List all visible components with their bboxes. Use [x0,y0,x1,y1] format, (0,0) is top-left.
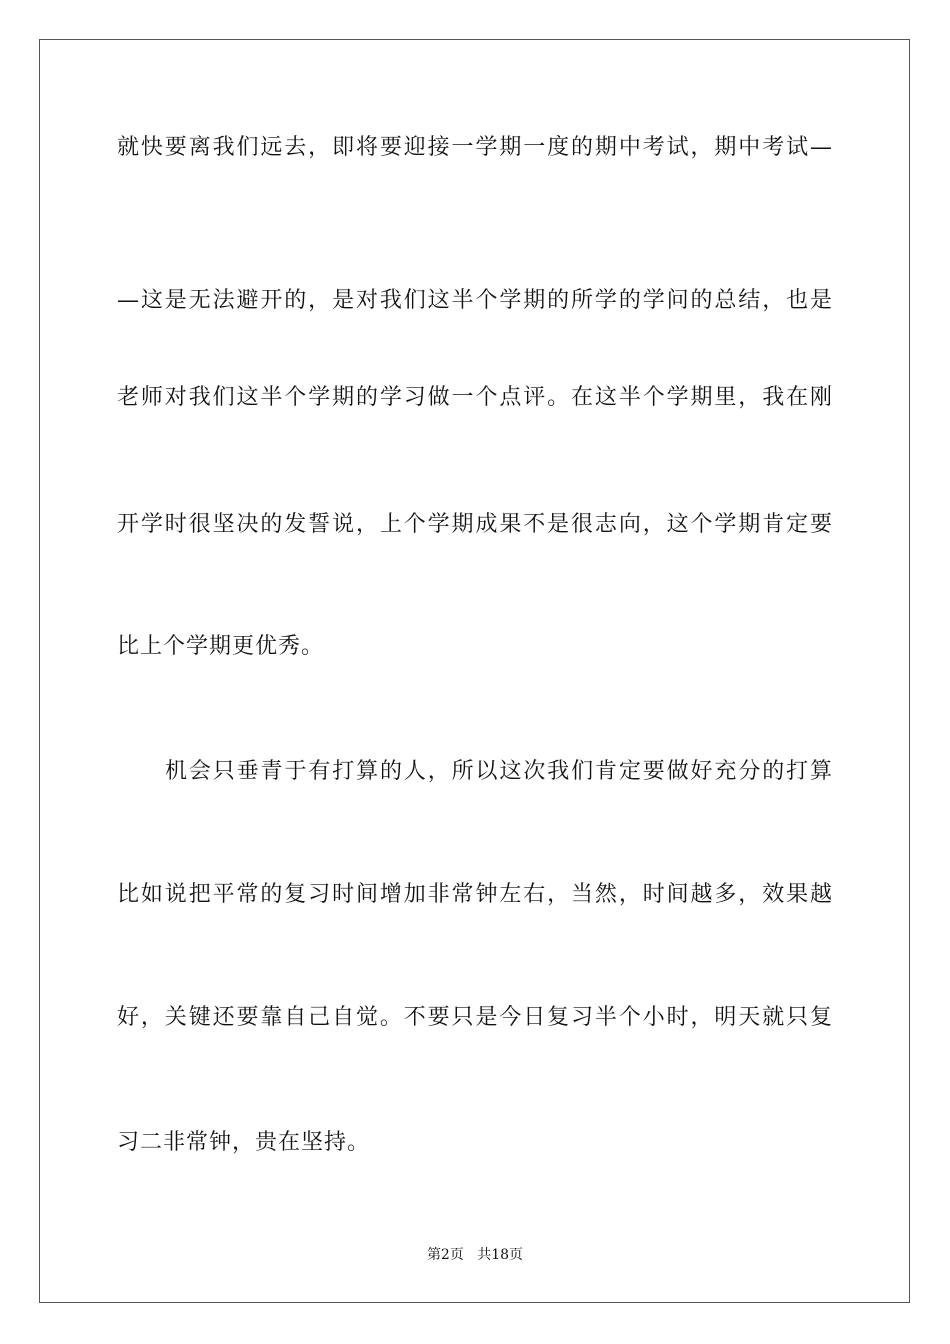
paragraph-line: 比如说把平常的复习时间增加非常钟左右，当然，时间越多，效果越 [117,882,833,907]
page-footer [0,1246,950,1264]
paragraph-line: 开学时很坚决的发誓说，上个学期成果不是很志向，这个学期肯定要 [117,512,833,537]
page-border [39,39,910,1303]
paragraph-line: 老师对我们这半个学期的学习做一个点评。在这半个学期里，我在刚 [117,385,833,410]
paragraph-line: 好，关键还要靠自己自觉。不要只是今日复习半个小时，明天就只复 [117,1005,833,1030]
paragraph-line: —这是无法避开的，是对我们这半个学期的所学的学问的总结，也是 [117,288,833,313]
page-number: 第2页 [426,1247,464,1263]
paragraph-line: 习二非常钟，贵在坚持。 [117,1130,371,1155]
paragraph-line: 就快要离我们远去，即将要迎接一学期一度的期中考试，期中考试— [117,135,833,160]
paragraph-line: 机会只垂青于有打算的人，所以这次我们肯定要做好充分的打算 [165,759,833,784]
page-total: 共18页 [477,1247,524,1263]
paragraph-line: 比上个学期更优秀。 [117,634,325,659]
